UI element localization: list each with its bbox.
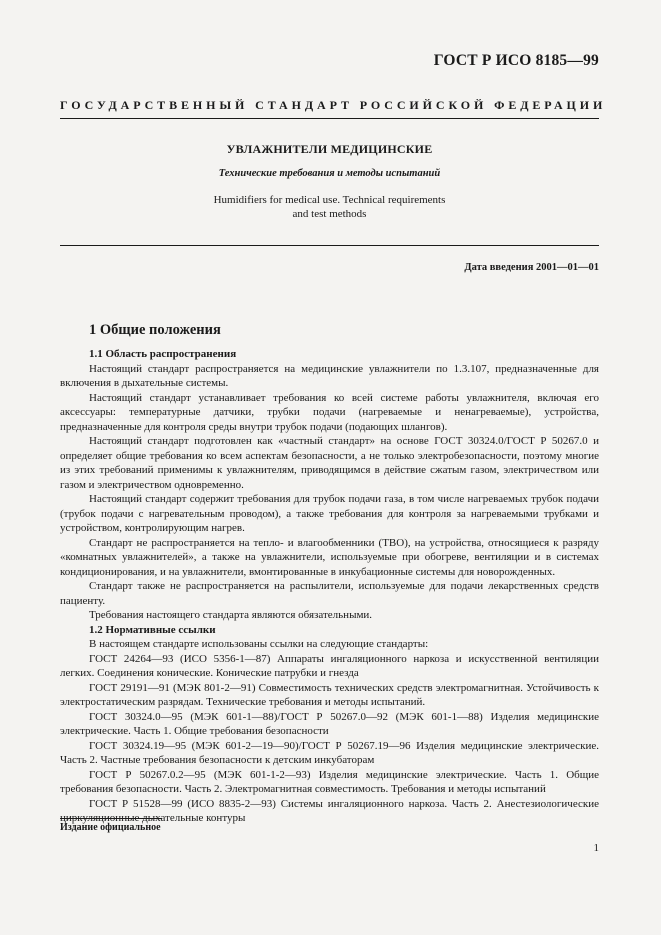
document-subtitle: Технические требования и методы испытаний <box>218 168 441 179</box>
english-title-line: Humidifiers for medical use. Technical requirements <box>213 194 446 206</box>
paragraph: Настоящий стандарт распространяется на медицинские увлажнители по 1.3.107, предназначенные для включения в дыхательные системы. <box>60 362 599 389</box>
paragraph: Стандарт не распространяется на тепло- и влагообменники (ТВО), на устройства, относящиеся к разряду «комнатных увлажнителей», а также на увлажнители, используемые при обогреве, вентиляции и в системах кондиционирования, и на увлажнители, вмонтированные в инкубационные системы для новорожденных. <box>60 536 599 578</box>
reference-item: ГОСТ 30324.0—95 (МЭК 601-1—88)/ГОСТ Р 50267.0—92 (МЭК 601-1—88) Изделия медицинские электрические. Часть 1. Общие требования безопасности <box>60 710 599 737</box>
subsection-heading: 1.1 Область распространения <box>89 348 237 360</box>
footer-divider <box>60 818 162 819</box>
reference-item: ГОСТ Р 50267.0.2—95 (МЭК 601-1-2—93) Изделия медицинские электрические. Часть 1. Общие требования безопасности. Часть 2. Электромагнитная совместимость. Требования и методы испытаний <box>60 768 599 795</box>
reference-item: ГОСТ 30324.19—95 (МЭК 601-2—19—90)/ГОСТ Р 50267.19—96 Изделия медицинские электрические. Часть 2. Частные требования безопасности к детским инкубаторам <box>60 739 599 766</box>
title-divider <box>60 245 599 246</box>
section-body <box>60 347 599 826</box>
english-title-line: and test methods <box>292 208 367 220</box>
section-heading: 1 Общие положения <box>89 322 221 338</box>
document-title: УВЛАЖНИТЕЛИ МЕДИЦИНСКИЕ <box>226 142 433 156</box>
paragraph: Настоящий стандарт содержит требования для трубок подачи газа, в том числе нагреваемых трубок подачи (трубок подачи с нагревательным проводом), а также требования для контроля за нагреваемыми трубками и устройством, контролирующим нагрев. <box>60 493 599 534</box>
reference-item: ГОСТ 29191—91 (МЭК 801-2—91) Совместимость технических средств электромагнитная. Устойчивость к электростатическим разрядам. Технические требования и методы испытаний. <box>60 681 599 708</box>
paragraph: Настоящий стандарт подготовлен как «частный стандарт» на основе ГОСТ 30324.0/ГОСТ Р 50267.0 и определяет общие требования ко всем аспектам безопасности, а не только электробезопасности, поэтому многие из этих требований применимы к увлажнителям, приводящимся в действие сжатым газом, электричеством или газом и электричеством одновременно. <box>60 435 599 491</box>
introduction-date: Дата введения 2001—01—01 <box>464 262 599 273</box>
standard-number: ГОСТ Р ИСО 8185—99 <box>433 52 599 69</box>
header-divider <box>60 118 599 119</box>
reference-item: ГОСТ Р 51528—99 (ИСО 8835-2—93) Системы ингаляционного наркоза. Часть 2. Анестезиологические циркуляционные дыхательные контуры <box>60 797 599 824</box>
paragraph: Настоящий стандарт устанавливает требования ко всей системе работы увлажнителя, включая его аксессуары: температурные датчики, трубки подачи (нагреваемые и ненагреваемые), устройства, предназначенные для контроля среды внутри трубок подачи (подающих шлангов). <box>60 391 599 433</box>
paragraph: Требования настоящего стандарта являются обязательными. <box>89 609 373 621</box>
reference-item: ГОСТ 24264—93 (ИСО 5356-1—87) Аппараты ингаляционного наркоза и искусственной вентиляции легких. Соединения конические. Конические патрубки и гнезда <box>60 652 599 679</box>
paragraph: В настоящем стандарте использованы ссылки на следующие стандарты: <box>89 638 429 650</box>
edition-label: Издание официальное <box>60 822 161 833</box>
english-title <box>60 193 599 221</box>
paragraph: Стандарт также не распространяется на распылители, используемые для подачи лекарственных средств пациенту. <box>60 580 599 607</box>
page-number: 1 <box>593 842 599 854</box>
federal-standard-title: ГОСУДАРСТВЕННЫЙ СТАНДАРТ РОССИЙСКОЙ ФЕДЕРАЦИИ <box>60 98 607 112</box>
subsection-heading: 1.2 Нормативные ссылки <box>89 623 216 636</box>
